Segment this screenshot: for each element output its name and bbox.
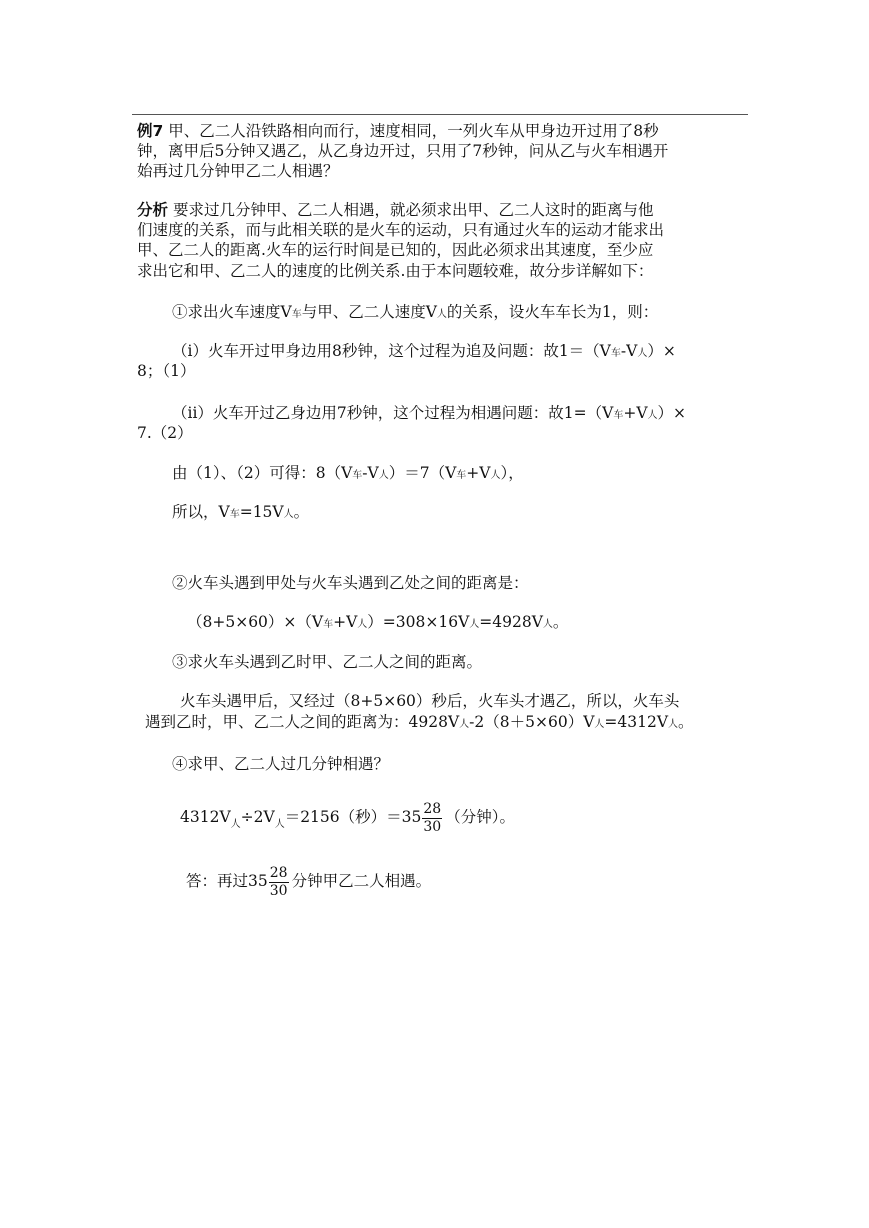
step1-i-line-2: 8；（1） bbox=[137, 362, 196, 380]
header-rule bbox=[132, 114, 748, 115]
step1-i-line-1: （i）火车开过甲身边用8秒钟，这个过程为追及问题：故1＝（V车-V人）× bbox=[172, 342, 676, 360]
answer-line: 答：再过35 $\frac{28}{30}$ 分钟甲乙二人相遇。 bbox=[186, 864, 432, 899]
step1-ii-line-1: （ii）火车开过乙身边用7秒钟，这个过程为相遇问题：故1=（V车+V人）× bbox=[172, 404, 687, 422]
step4-title: ④求甲、乙二人过几分钟相遇？ bbox=[172, 755, 390, 773]
result-line: 所以，V车=15V人。 bbox=[172, 503, 310, 521]
step4-formula: $4312V_人\div 2V_人=2156$（秒）＝35 $\frac{28}{30}$ （分钟）。 bbox=[180, 800, 515, 835]
step3-title: ③求火车头遇到乙时甲、乙二人之间的距离。 bbox=[172, 653, 483, 671]
example-label: 例7 bbox=[137, 122, 164, 140]
fraction: $\frac{28}{30}$ bbox=[423, 800, 442, 835]
analysis-line-2: 们速度的关系，而与此相关联的是火车的运动，只有通过火车的运动才能求出 bbox=[137, 221, 665, 239]
step2-title: ②火车头遇到甲处与火车头遇到乙处之间的距离是： bbox=[172, 574, 529, 592]
step3-line-2: 遇到乙时，甲、乙二人之间的距离为：4928V人-2（8＋5×60）V人=4312V人。 bbox=[145, 713, 694, 731]
example-line-1: 例7 甲、乙二人沿铁路相向而行，速度相同，一列火车从甲身边开过用了8秒 bbox=[137, 122, 659, 140]
analysis-line-3: 甲、乙二人的距离.火车的运行时间是已知的，因此必须求出其速度，至少应 bbox=[137, 241, 654, 259]
step1-line: ①求出火车速度V车与甲、乙二人速度V人的关系，设火车车长为1，则： bbox=[172, 303, 659, 321]
example-line-2: 钟，离甲后5分钟又遇乙，从乙身边开过，只用了7秒钟，问从乙与火车相遇开 bbox=[137, 142, 669, 160]
answer-fraction: $\frac{28}{30}$ bbox=[269, 864, 288, 899]
analysis-line-4: 求出它和甲、乙二人的速度的比例关系.由于本问题较难，故分步详解如下： bbox=[137, 262, 654, 280]
example-line-3: 始再过几分钟甲乙二人相遇？ bbox=[137, 162, 339, 180]
step1-ii-line-2: 7.（2） bbox=[137, 424, 193, 442]
analysis-line-1: 分析 要求过几分钟甲、乙二人相遇，就必须求出甲、乙二人这时的距离与他 bbox=[137, 201, 654, 219]
derive-line: 由（1）、（2）可得：8（V车-V人）＝7（V车+V人）， bbox=[172, 464, 524, 482]
step2-formula: （8+5×60）×（V车+V人）=308×16V人=4928V人。 bbox=[187, 613, 569, 631]
analysis-label: 分析 bbox=[137, 201, 169, 219]
step3-line-1: 火车头遇甲后，又经过（8+5×60）秒后，火车头才遇乙，所以，火车头 bbox=[180, 692, 680, 710]
